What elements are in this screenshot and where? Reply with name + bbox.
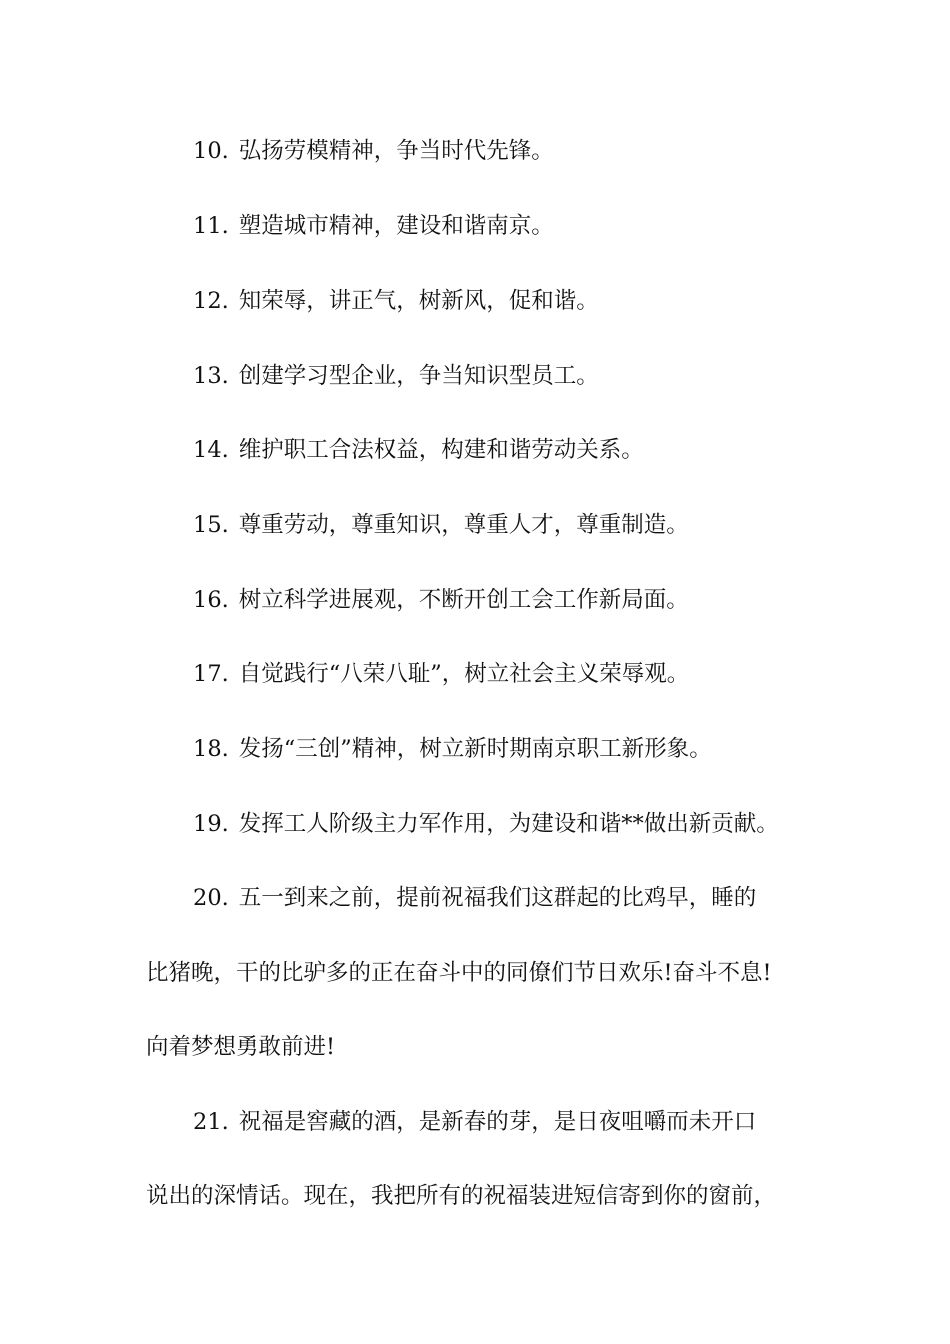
list-item: [193, 584, 873, 616]
item-number: 11.: [193, 213, 229, 239]
list-item: [193, 808, 873, 840]
list-item: [193, 135, 873, 167]
item-text: 发挥工人阶级主力军作用，为建设和谐**做出新贡献。: [238, 811, 779, 837]
list-item: [193, 658, 873, 690]
paragraph-text: 向着梦想勇敢前进!: [146, 1034, 336, 1060]
paragraph-line: [193, 882, 873, 914]
item-number: 20.: [193, 885, 229, 911]
item-number: 10.: [193, 138, 229, 164]
item-number: 13.: [193, 363, 229, 389]
item-number: 12.: [193, 288, 229, 314]
item-text: 知荣辱，讲正气，树新风，促和谐。: [238, 288, 599, 314]
item-number: 15.: [193, 512, 229, 538]
list-item: [193, 210, 873, 242]
list-item: [193, 434, 873, 466]
paragraph-line: [146, 1180, 826, 1212]
item-number: 17.: [193, 661, 229, 687]
item-text: 发扬“三创”精神，树立新时期南京职工新形象。: [238, 736, 712, 762]
item-text: 弘扬劳模精神，争当时代先锋。: [238, 138, 554, 164]
item-text: 自觉践行“八荣八耻”，树立社会主义荣辱观。: [238, 661, 690, 687]
item-text: 创建学习型企业，争当知识型员工。: [238, 363, 599, 389]
item-number: 21.: [193, 1109, 229, 1135]
item-text: 塑造城市精神，建设和谐南京。: [238, 213, 554, 239]
item-number: 16.: [193, 587, 229, 613]
paragraph-line: [146, 957, 826, 989]
paragraph-text: 比猪晚，干的比驴多的正在奋斗中的同僚们节日欢乐!奋斗不息!: [146, 960, 772, 986]
paragraph-text: 说出的深情话。现在，我把所有的祝福装进短信寄到你的窗前，: [146, 1183, 777, 1209]
item-text: 尊重劳动，尊重知识，尊重人才，尊重制造。: [238, 512, 689, 538]
item-text: 维护职工合法权益，构建和谐劳动关系。: [238, 437, 644, 463]
item-number: 19.: [193, 811, 229, 837]
paragraph-text: 五一到来之前，提前祝福我们这群起的比鸡早，睡的: [238, 885, 757, 911]
list-item: [193, 360, 873, 392]
paragraph-text: 祝福是窖藏的酒，是新春的芽，是日夜咀嚼而未开口: [238, 1109, 757, 1135]
item-text: 树立科学进展观，不断开创工会工作新局面。: [238, 587, 689, 613]
paragraph-line: [193, 1106, 873, 1138]
list-item: [193, 285, 873, 317]
list-item: [193, 509, 873, 541]
list-item: [193, 733, 873, 765]
item-number: 18.: [193, 736, 229, 762]
item-number: 14.: [193, 437, 229, 463]
paragraph-line: [146, 1031, 826, 1063]
